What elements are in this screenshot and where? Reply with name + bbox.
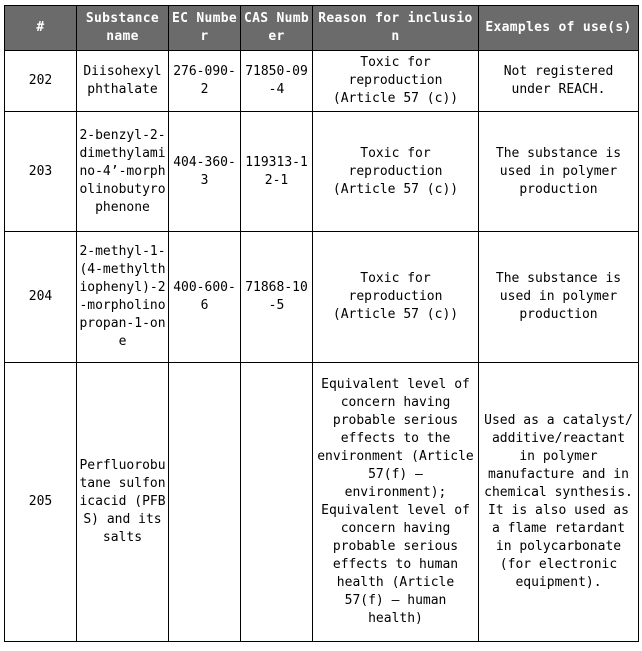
header-substance-name: Substance name	[77, 6, 169, 51]
svhc-table	[4, 5, 639, 642]
cell-number: 204	[5, 232, 77, 363]
cell-substance-name: Diisohexyl phthalate	[77, 51, 169, 112]
cell-cas-number: 119313-12-1	[241, 112, 313, 232]
table-row	[5, 112, 639, 232]
header-examples-of-use: Examples of use(s)	[479, 6, 639, 51]
table-row	[5, 363, 639, 642]
cell-examples-of-use: Used as a catalyst/ additive/reactant in polymer manufacture and in chemical synthesis. It is also used as a flame retardant in polycarbonate (for electronic equipment).	[479, 363, 639, 642]
cell-number: 205	[5, 363, 77, 642]
cell-reason: Toxic for reproduction (Article 57 (c))	[313, 112, 479, 232]
header-number: #	[5, 6, 77, 51]
header-ec-number: EC Number	[169, 6, 241, 51]
cell-ec-number: 404-360-3	[169, 112, 241, 232]
cell-reason: Toxic for reproduction (Article 57 (c))	[313, 232, 479, 363]
cell-substance-name: 2-benzyl-2-dimethylamino-4’-morpholinobutyrophenone	[77, 112, 169, 232]
header-reason: Reason for inclusion	[313, 6, 479, 51]
cell-number: 203	[5, 112, 77, 232]
cell-cas-number: 71868-10-5	[241, 232, 313, 363]
table-row	[5, 51, 639, 112]
cell-reason: Equivalent level of concern having probable serious effects to the environment (Article 57(f) – environment); Equivalent level of concern having probable serious effects to human health (Article 57(f) – human health)	[313, 363, 479, 642]
cell-cas-number: 71850-09-4	[241, 51, 313, 112]
cell-number: 202	[5, 51, 77, 112]
header-cas-number: CAS Number	[241, 6, 313, 51]
cell-substance-name: Perfluorobutane sulfonicacid (PFBS) and its salts	[77, 363, 169, 642]
cell-examples-of-use: The substance is used in polymer production	[479, 232, 639, 363]
cell-examples-of-use: The substance is used in polymer production	[479, 112, 639, 232]
cell-ec-number	[169, 363, 241, 642]
table-row	[5, 232, 639, 363]
cell-reason: Toxic for reproduction (Article 57 (c))	[313, 51, 479, 112]
cell-ec-number: 276-090-2	[169, 51, 241, 112]
cell-ec-number: 400-600-6	[169, 232, 241, 363]
header-row	[5, 6, 639, 51]
cell-cas-number	[241, 363, 313, 642]
cell-substance-name: 2-methyl-1-(4-methylthiophenyl)-2-morpholinopropan-1-one	[77, 232, 169, 363]
cell-examples-of-use: Not registered under REACH.	[479, 51, 639, 112]
